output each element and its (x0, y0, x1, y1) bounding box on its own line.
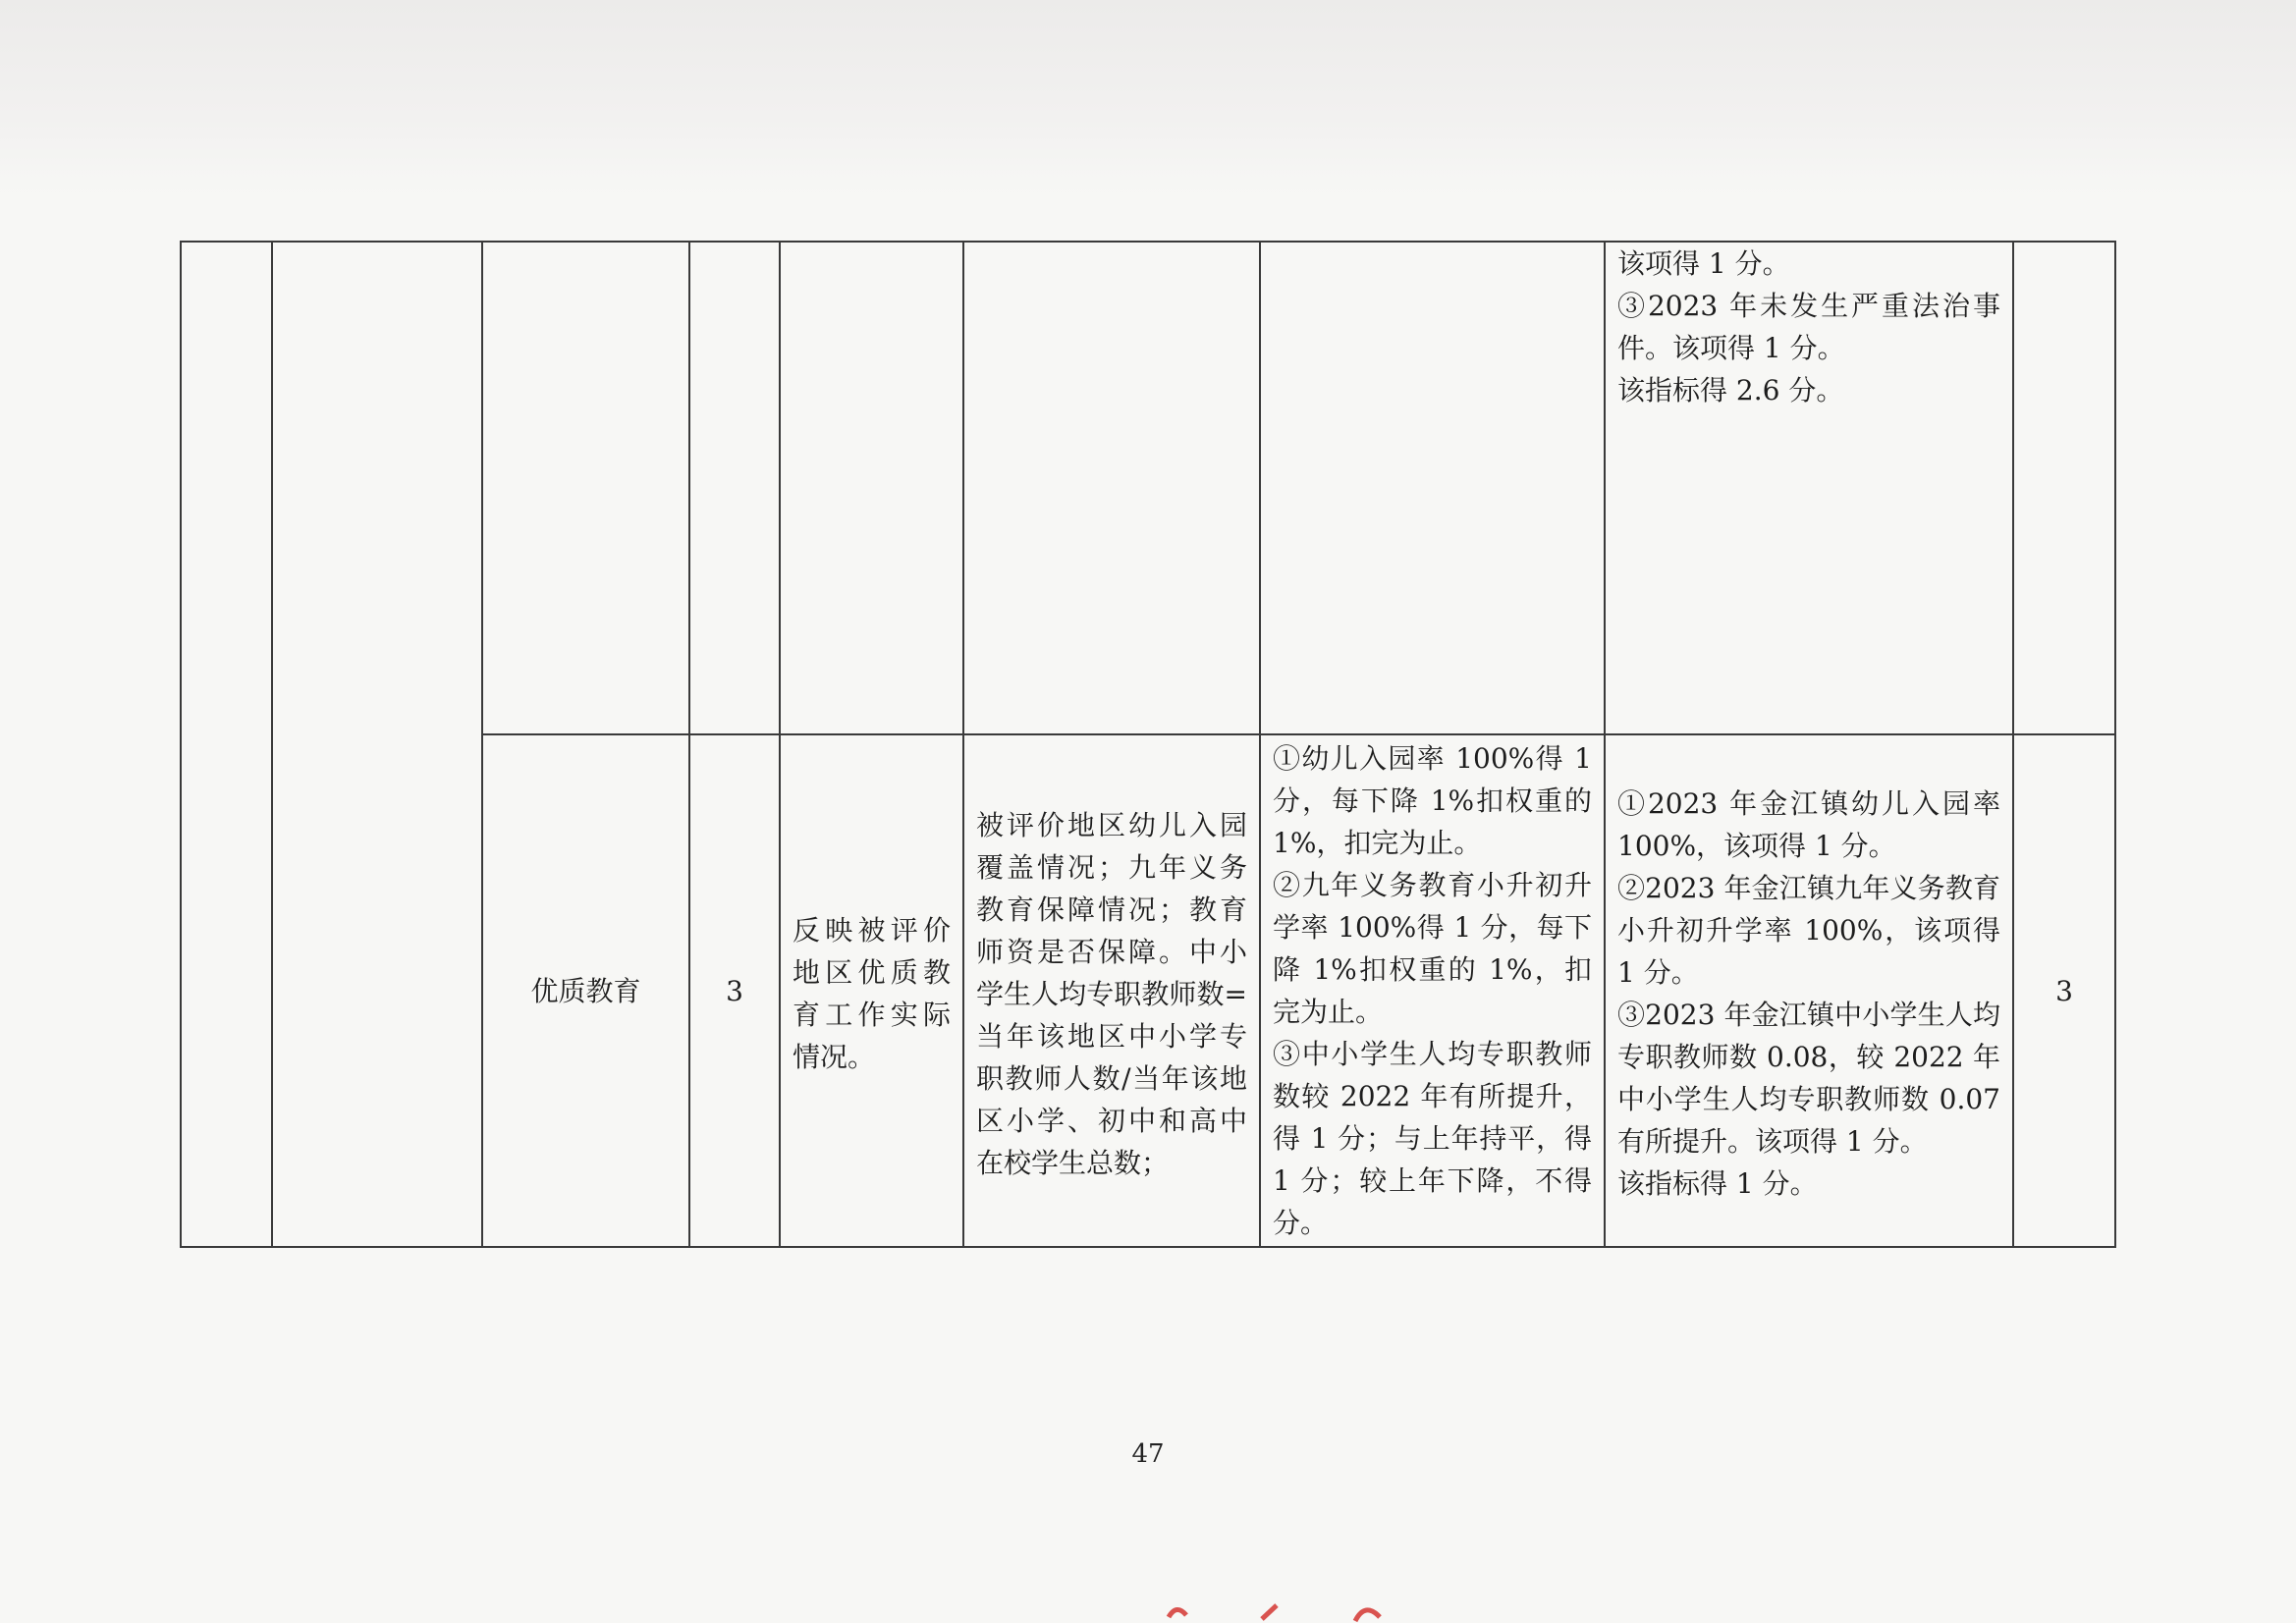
criteria-cell (1260, 242, 1605, 734)
result-line: ②2023 年金江镇九年义务教育小升初升学率 100%，该项得 1 分。 (1617, 872, 2000, 989)
result-cell (1605, 734, 2013, 1247)
score-cell (2013, 242, 2115, 734)
purpose-text: 反映被评价地区优质教育工作实际情况。 (793, 914, 951, 1073)
result-line: ③2023 年未发生严重法治事件。该项得 1 分。 (1617, 290, 2000, 364)
definition-text: 被评价地区幼儿入园覆盖情况；九年义务教育保障情况；教育师资是否保障。中小学生人均专职教师数=当年该地区中小学专职教师人数/当年该地区小学、初中和高中在校学生总数； (976, 808, 1247, 1179)
definition-cell (963, 242, 1260, 734)
level1-cell (181, 242, 272, 1247)
scan-shading (0, 0, 2296, 196)
indicator-cell (482, 242, 689, 734)
result-line: ①2023 年金江镇幼儿入园率 100%，该项得 1 分。 (1617, 787, 2000, 862)
level2-cell (272, 242, 482, 1247)
page-number: 47 (1131, 1439, 1165, 1469)
weight-value: 3 (726, 974, 743, 1007)
result-line: 该指标得 2.6 分。 (1617, 374, 1844, 406)
criteria-cell (1260, 734, 1605, 1247)
result-line: ③2023 年金江镇中小学生人均专职教师数 0.08，较 2022 年中小学生人均专职教师数 0.07 有所提升。该项得 1 分。 (1617, 999, 2000, 1158)
table-row (181, 242, 2115, 734)
purpose-cell (780, 242, 963, 734)
red-seal-fragment (1129, 1596, 1424, 1623)
weight-cell (689, 734, 780, 1247)
indicator-name: 优质教育 (530, 974, 641, 1007)
definition-cell (963, 734, 1260, 1247)
evaluation-table (180, 241, 2116, 1248)
result-line: 该项得 1 分。 (1617, 247, 1790, 280)
score-value: 3 (2055, 974, 2073, 1007)
result-line: 该指标得 1 分。 (1617, 1167, 1818, 1200)
criteria-line: ③中小学生人均专职教师数较 2022 年有所提升，得 1 分；与上年持平，得 1 分；较上年下降，不得分。 (1273, 1038, 1592, 1239)
result-cell (1605, 242, 2013, 734)
criteria-line: ①幼儿入园率 100%得 1 分，每下降 1%扣权重的 1%，扣完为止。 (1273, 742, 1592, 859)
score-cell (2013, 734, 2115, 1247)
criteria-line: ②九年义务教育小升初升学率 100%得 1 分，每下降 1%扣权重的 1%，扣完为止。 (1273, 869, 1592, 1028)
indicator-cell (482, 734, 689, 1247)
purpose-cell (780, 734, 963, 1247)
weight-cell (689, 242, 780, 734)
